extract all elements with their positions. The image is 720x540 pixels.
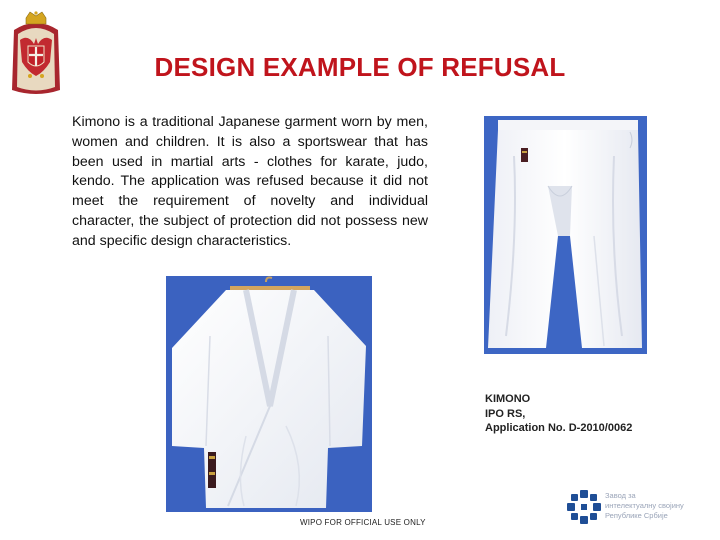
- kimono-pants-photo: [484, 116, 647, 354]
- caption-line-title: KIMONO: [485, 393, 531, 405]
- ipo-logo-line-1: Завод за: [605, 491, 636, 500]
- kimono-jacket-photo: [166, 276, 372, 512]
- body-paragraph: Kimono is a traditional Japanese garment worn by men, women and children. It is also a sportswear that has been used in martial arts - clothes for karate, judo, kendo. The application was refused because it did not meet the requirement of novelty and individual character, the subject of protection did not possess new and specific design characteristics.: [72, 114, 428, 249]
- image-caption: [485, 392, 632, 436]
- caption-line-office: IPO RS,: [485, 407, 526, 420]
- ipo-logo-line-2: интелектуалну својину: [605, 501, 684, 510]
- slide-title: DESIGN EXAMPLE OF REFUSAL: [154, 52, 566, 82]
- ipo-logo-icon: [566, 489, 602, 525]
- caption-line-application: Application No. D-2010/0062: [485, 422, 633, 434]
- ipo-logo-text: [605, 491, 684, 521]
- footer-note: WIPO FOR OFFICIAL USE ONLY: [300, 518, 426, 527]
- ipo-logo-line-3: Републике Србије: [605, 511, 668, 520]
